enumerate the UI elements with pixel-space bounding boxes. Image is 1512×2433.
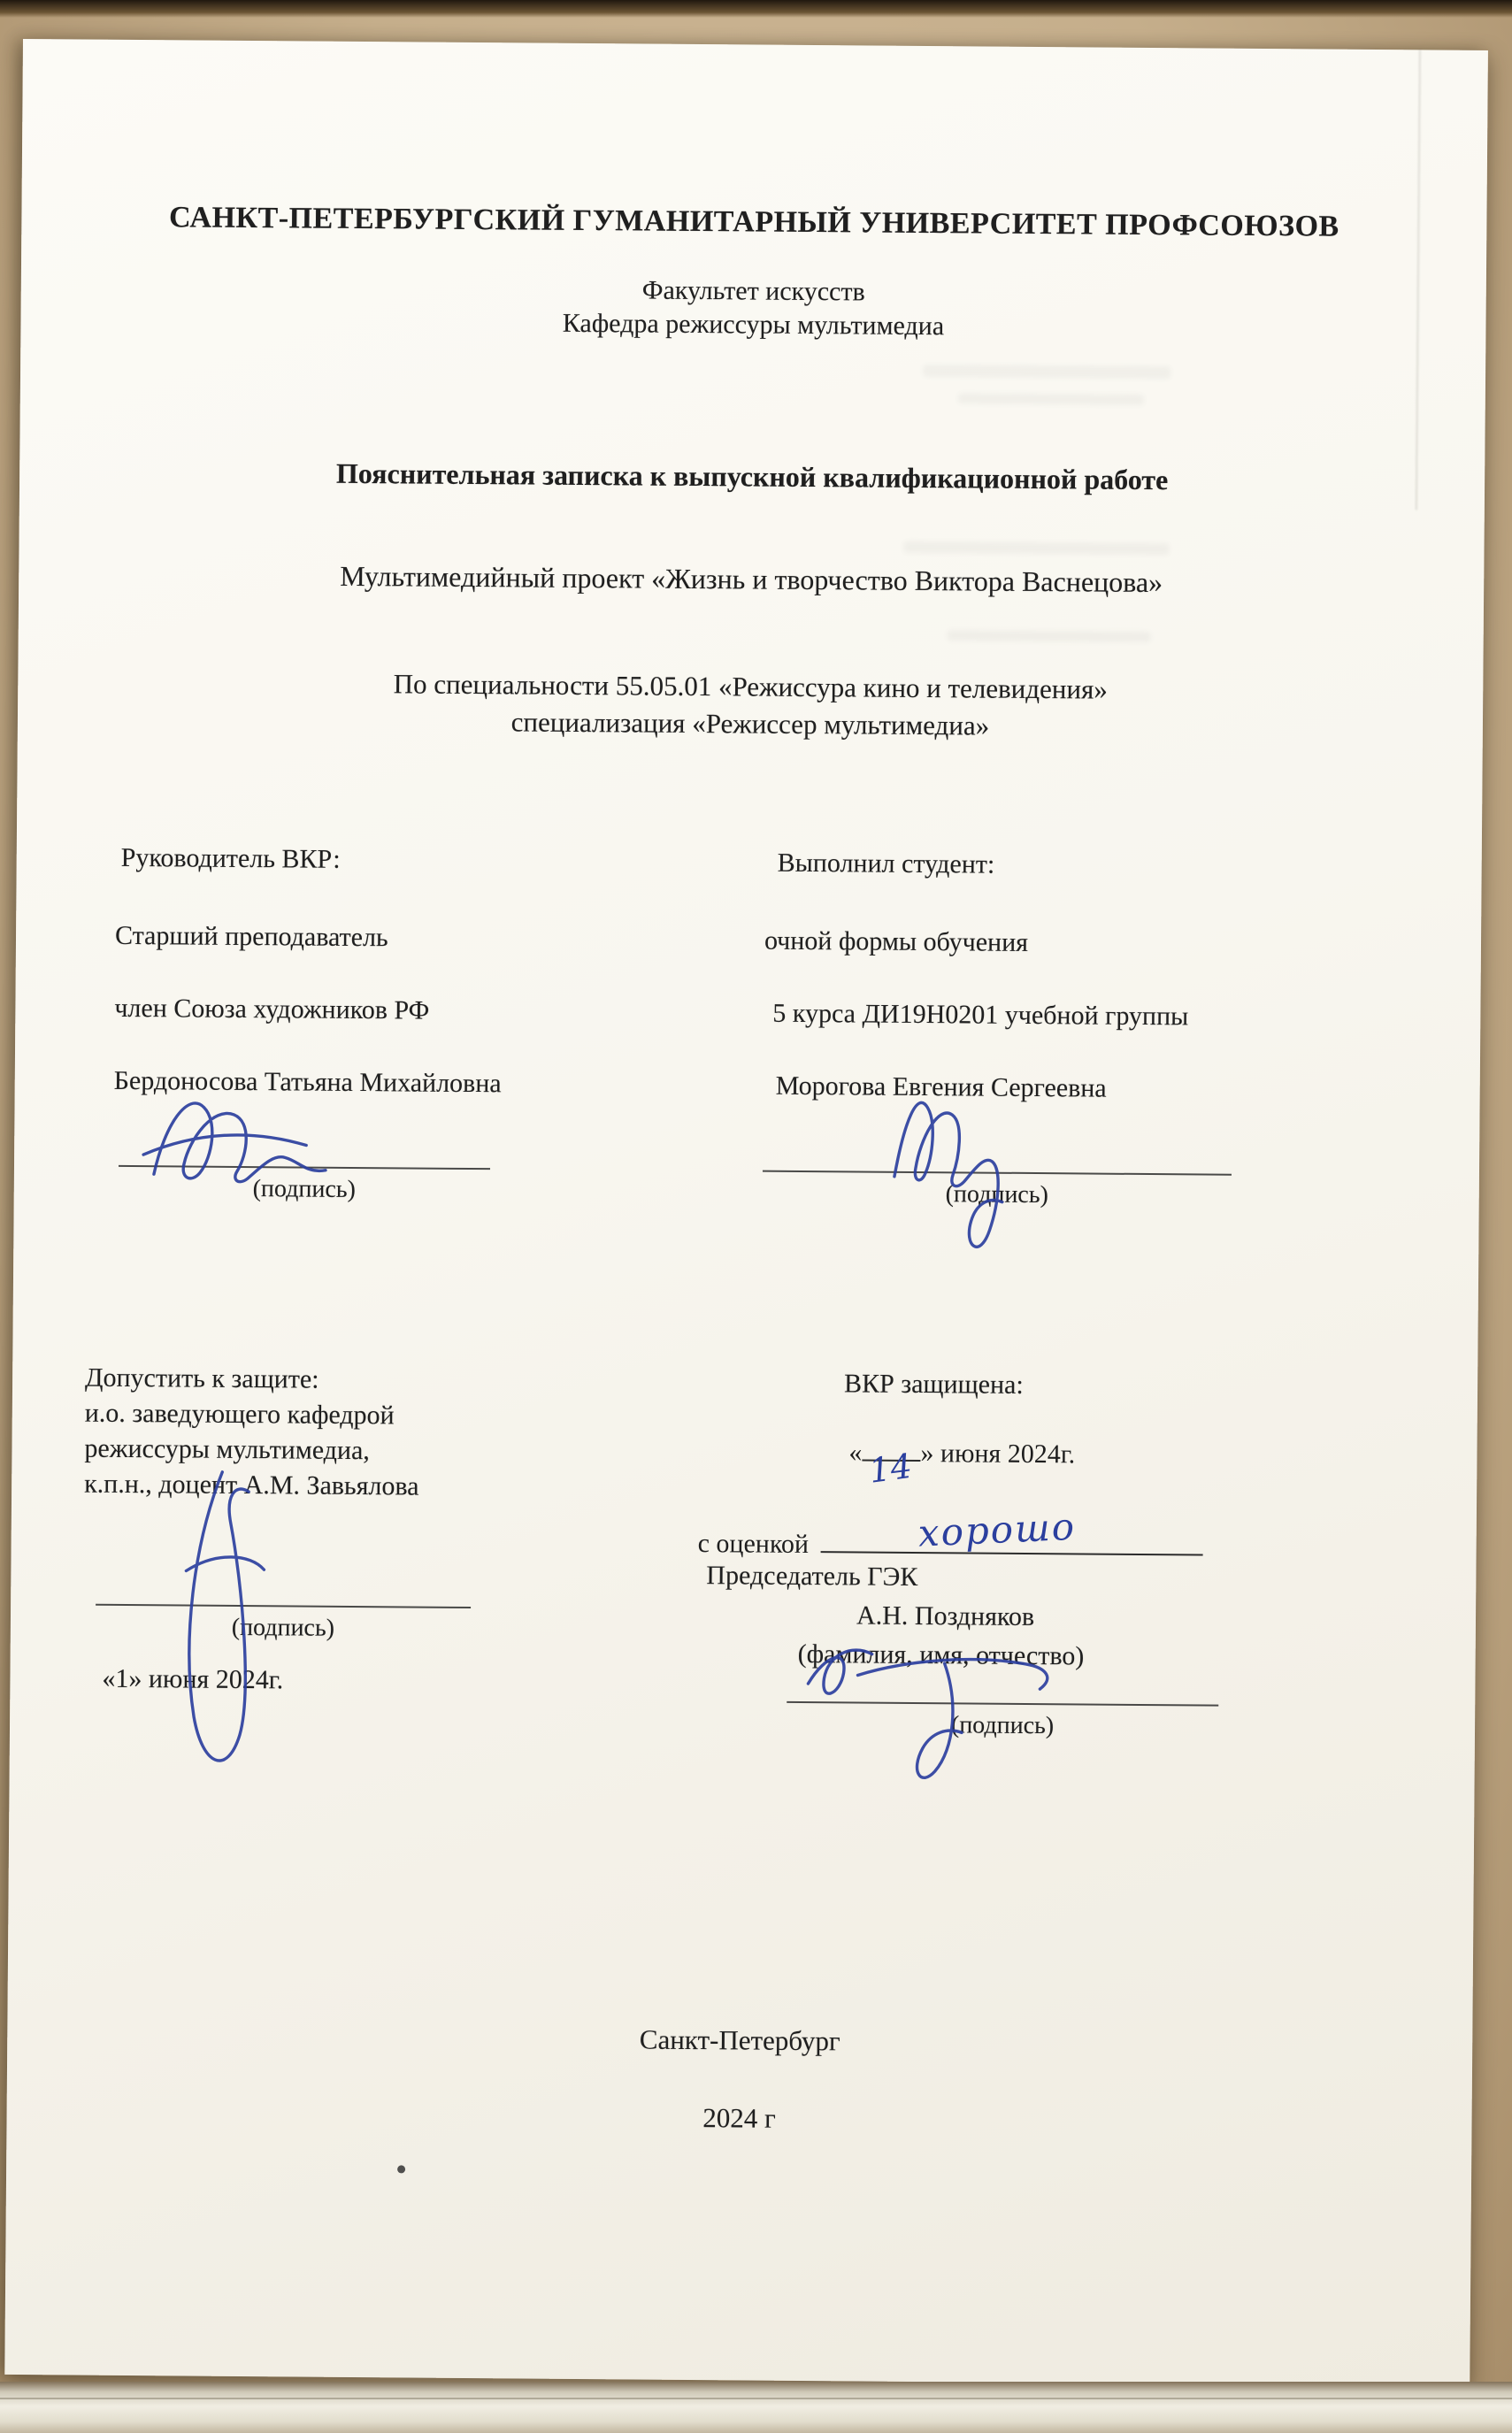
defense-date-open-quote: « [848,1438,863,1468]
specialty-line-2: специализация «Режиссер мультимедиа» [510,706,990,741]
supervisor-signature-line [119,1165,490,1170]
supervisor-position: Старший преподаватель [114,920,388,953]
bleed-through-mark [948,630,1151,642]
supervisor-signature [154,1103,326,1183]
chairman-name-caption: (фамилия, имя, отчество) [797,1639,1085,1671]
admission-signature-caption: (подпись) [231,1613,335,1642]
grade-label: с оценкой [697,1529,810,1560]
chairman-label: Председатель ГЭК [706,1561,918,1592]
admission-date: «1» июня 2024г. [102,1663,284,1695]
defense-heading: ВКР защищена: [843,1369,1024,1400]
department-name: Кафедра режиссуры мультимедиа [562,308,945,342]
supervisor-name: Бердоносова Татьяна Михайловна [113,1065,502,1099]
defense-date-day-blank [862,1446,920,1491]
work-title: Мультимедийный проект «Жизнь и творчество Виктора Васнецова» [340,559,1163,599]
chairman-name: А.Н. Поздняков [856,1600,1035,1632]
year: 2024 г [702,2102,776,2134]
page-stack-edge [0,2382,1512,2433]
chairman-signature-line [787,1701,1218,1707]
handwritten-day: 14 [866,1446,915,1491]
document-type-title: Пояснительная записка к выпускной квалификационной работе [335,457,1169,496]
admission-line-4: к.п.н., доцент А.М. Завьялова [84,1469,419,1501]
student-name: Морогова Евгения Сергеевна [775,1071,1107,1103]
student-signature-caption: (подпись) [945,1180,1049,1209]
student-study-form: очной формы обучения [764,925,1029,957]
admission-line-2: и.о. заведующего кафедрой [84,1398,395,1431]
title-page-sheet [4,39,1488,2386]
chairman-signature-caption: (подпись) [950,1711,1055,1740]
supervisor-signature-caption: (подпись) [252,1175,357,1203]
admission-signature-line [96,1604,471,1608]
grade-blank-line [821,1504,1203,1555]
page-stack-shadow-line [0,2398,1512,2399]
student-group: 5 курса ДИ19Н0201 учебной группы [772,998,1189,1032]
supervisor-heading: Руководитель ВКР: [120,842,341,874]
defense-date-rest: » июня 2024г. [920,1439,1076,1470]
specialty-line-1: По специальности 55.05.01 «Режиссура кино и телевидения» [393,668,1108,705]
bleed-through-mark [923,365,1170,379]
admission-line-3: режиссуры мультимедиа, [84,1433,370,1466]
ink-dot [397,2165,405,2173]
student-signature-line [763,1170,1232,1176]
handwritten-grade: хорошо [917,1504,1078,1555]
bleed-through-mark [958,393,1144,405]
supervisor-signature-stroke [143,1134,306,1155]
paper-crease [1416,50,1421,510]
desk-top-edge [0,0,1512,18]
student-signature [894,1102,1002,1247]
defense-date-row [848,1438,1076,1491]
faculty-name: Факультет искусств [641,275,865,307]
supervisor-membership: член Союза художников РФ [114,993,430,1025]
city: Санкт-Петербург [639,2023,840,2057]
admission-heading: Допустить к защите: [84,1362,319,1394]
defense-grade-row [697,1504,1204,1562]
bleed-through-mark [903,541,1169,555]
university-name: САНКТ-ПЕТЕРБУРГСКИЙ ГУМАНИТАРНЫЙ УНИВЕРСИТЕТ ПРОФСОЮЗОВ [168,201,1339,243]
student-heading: Выполнил студент: [777,848,995,879]
